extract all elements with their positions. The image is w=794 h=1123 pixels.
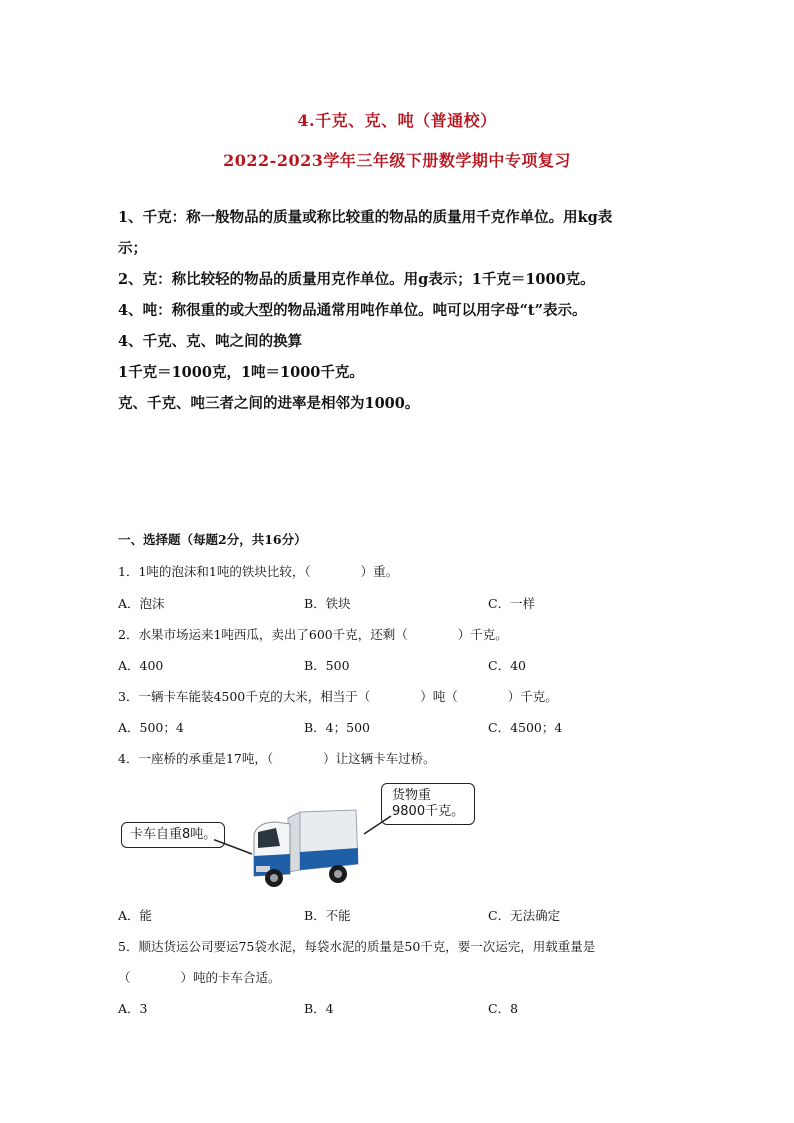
bumper — [256, 866, 270, 872]
option-a: A．泡沫 — [118, 596, 165, 611]
question-stem: 2．水果市场运来1吨西瓜，卖出了600千克，还剩（ ）千克。 — [118, 627, 508, 642]
page-subtitle: 2022-2023学年三年级下册数学期中专项复习 — [223, 151, 571, 170]
truck-illustration — [214, 790, 394, 890]
option-a: A．500；4 — [118, 720, 184, 735]
speech-bubble-cargo-weight — [381, 783, 475, 825]
question-stem-continued: （ ）吨的卡车合适。 — [118, 970, 281, 985]
bubble-text: 卡车自重8吨。 — [130, 827, 217, 842]
knowledge-line: 1千克＝1000克，1吨＝1000千克。 — [118, 364, 364, 381]
knowledge-line: 2、克：称比较轻的物品的质量用克作单位。用g表示；1千克＝1000克。 — [118, 271, 595, 288]
knowledge-summary — [118, 202, 678, 419]
option-b: B．500 — [304, 658, 350, 673]
knowledge-line: 1、千克：称一般物品的质量或称比较重的物品的质量用千克作单位。用kg表 — [118, 209, 613, 226]
option-b: B．4 — [304, 1001, 334, 1016]
option-c: C．4500；4 — [488, 720, 563, 735]
speech-bubble-truck-weight — [121, 822, 225, 848]
knowledge-line: 克、千克、吨三者之间的进率是相邻为1000。 — [118, 395, 420, 412]
option-a: A．能 — [118, 908, 153, 923]
knowledge-line: 示； — [118, 240, 147, 257]
page-title: 4.千克、克、吨（普通校） — [297, 111, 497, 130]
knowledge-line: 4、千克、克、吨之间的换算 — [118, 333, 303, 350]
section-heading: 一、选择题（每题2分，共16分） — [118, 532, 307, 547]
knowledge-line: 4、吨：称很重的或大型的物品通常用吨作单位。吨可以用字母“t”表示。 — [118, 302, 587, 319]
question-stem: 3．一辆卡车能装4500千克的大米，相当于（ ）吨（ ）千克。 — [118, 689, 558, 704]
option-a: A．400 — [118, 658, 164, 673]
bubble-text: 货物重 — [392, 788, 432, 803]
option-c: C．无法确定 — [488, 908, 561, 923]
bubble-pointer-left — [214, 837, 252, 854]
option-a: A．3 — [118, 1001, 148, 1016]
bubble-pointer-right — [364, 816, 391, 834]
option-b: B．4；500 — [304, 720, 370, 735]
option-b: B．不能 — [304, 908, 351, 923]
question-stem: 1．1吨的泡沫和1吨的铁块比较，（ ）重。 — [118, 564, 399, 579]
question-stem: 5．顺达货运公司要运75袋水泥，每袋水泥的质量是50千克，要一次运完，用载重量是 — [118, 939, 596, 954]
bubble-text: 9800千克。 — [392, 804, 465, 819]
option-c: C．一样 — [488, 596, 536, 611]
option-b: B．铁块 — [304, 596, 351, 611]
option-c: C．40 — [488, 658, 526, 673]
question-stem: 4．一座桥的承重是17吨，（ ）让这辆卡车过桥。 — [118, 751, 436, 766]
option-c: C．8 — [488, 1001, 519, 1016]
